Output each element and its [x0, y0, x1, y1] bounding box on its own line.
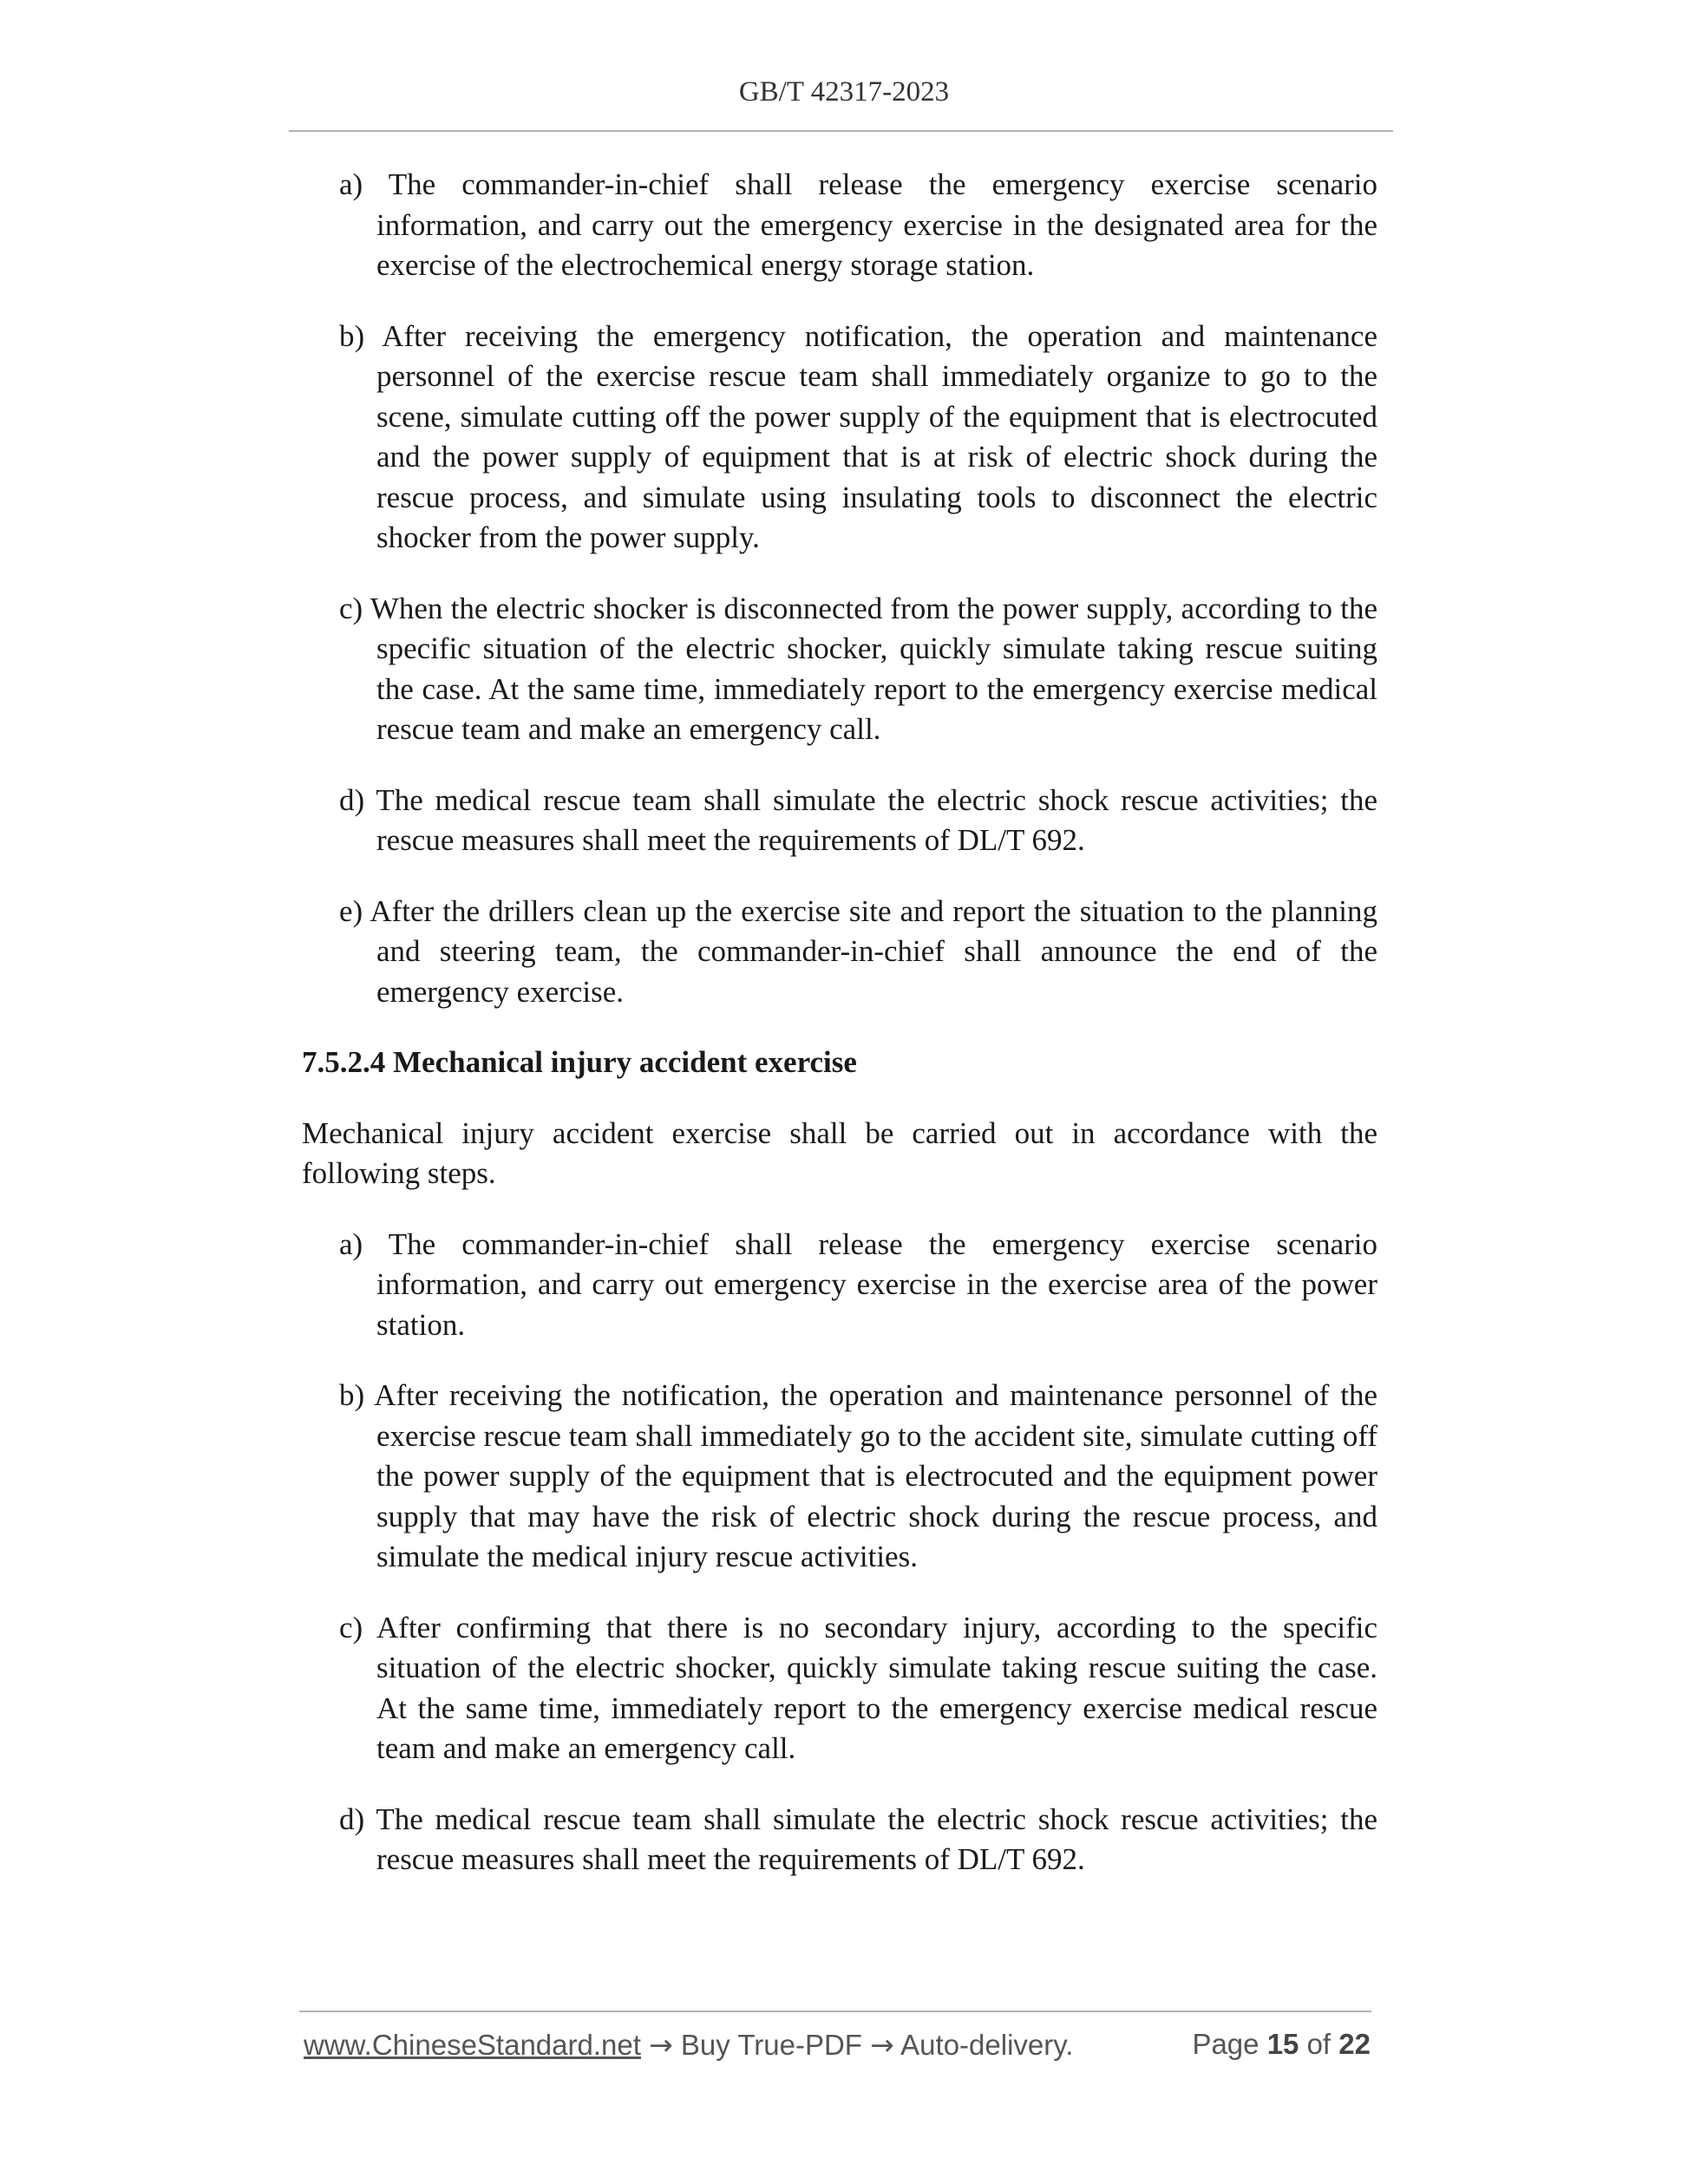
of-word: of: [1306, 2028, 1331, 2060]
list1-item-e: [339, 892, 1377, 1013]
list1-item-b: [339, 317, 1377, 559]
page-footer: [304, 2028, 1371, 2062]
item-text: After the drillers clean up the exercise site and report the situation to the planning and steering team, the commander-in-chief shall announce the end of the emergency exercise.: [370, 893, 1377, 1009]
arrow-right-icon: →: [870, 2028, 894, 2062]
item-label: c): [339, 1610, 363, 1645]
buy-pdf-text: Buy True-PDF: [680, 2029, 862, 2061]
item-label: e): [339, 893, 363, 928]
list1-item-d: [339, 781, 1377, 861]
arrow-right-icon: →: [649, 2028, 673, 2062]
page-header-doc-id: GB/T 42317-2023: [738, 76, 950, 108]
page-indicator: [1192, 2028, 1371, 2062]
item-text: After receiving the emergency notification, the operation and maintenance personnel of the exercise rescue team shall immediately organize to go to the scene, simulate cutting off the power supply of the equipment that is electrocuted and the power supply of equipment that is at risk of electric shock during the rescue process, and simulate using insulating tools to disconnect the electric shocker from the power supply.: [376, 318, 1377, 554]
document-body: [302, 165, 1377, 1911]
item-label: c): [339, 591, 363, 625]
item-text: After receiving the notification, the operation and maintenance personnel of the exercise rescue team shall immediately go to the accident site, simulate cutting off the power supply of the equipment that is electrocuted and the equipment power supply that may have the risk of electric shock during the rescue process, and simulate the medical injury rescue activities.: [374, 1378, 1377, 1573]
list1-item-a: [339, 165, 1377, 286]
list2-item-b: [339, 1376, 1377, 1578]
list2-item-c: [339, 1608, 1377, 1769]
item-label: b): [339, 1378, 365, 1412]
page-total: 22: [1338, 2028, 1371, 2060]
item-text: After confirming that there is no secondary injury, according to the specific situation of the electric shocker, quickly simulate taking rescue suiting the case. At the same time, immediately report to the emergency exercise medical rescue team and make an emergency call.: [376, 1610, 1377, 1765]
item-label: a): [339, 167, 363, 201]
item-label: d): [339, 782, 365, 817]
list1-item-c: [339, 589, 1377, 750]
item-text: The medical rescue team shall simulate the electric shock rescue activities; the rescue measures shall meet the requirements of DL/T 692.: [376, 782, 1377, 857]
item-text: The medical rescue team shall simulate the electric shock rescue activities; the rescue measures shall meet the requirements of DL/T 692.: [376, 1801, 1377, 1876]
item-label: d): [339, 1801, 365, 1836]
list2-item-a: [339, 1225, 1377, 1346]
section-heading: 7.5.2.4 Mechanical injury accident exercise: [302, 1045, 857, 1079]
section-intro: Mechanical injury accident exercise shall be carried out in accordance with the following steps.: [302, 1115, 1377, 1190]
header-divider: [289, 130, 1393, 132]
footer-divider: [299, 2011, 1371, 2012]
page-number: 15: [1266, 2028, 1299, 2060]
item-text: The commander-in-chief shall release the emergency exercise scenario information, and carry out emergency exercise in the exercise area of the power station.: [376, 1226, 1377, 1342]
page-word: Page: [1192, 2028, 1259, 2060]
delivery-text: Auto-delivery.: [900, 2029, 1074, 2061]
item-label: b): [339, 318, 365, 353]
item-label: a): [339, 1226, 363, 1261]
site-link[interactable]: www.ChineseStandard.net: [304, 2029, 641, 2061]
item-text: When the electric shocker is disconnected from the power supply, according to the specific situation of the electric shocker, quickly simulate taking rescue suiting the case. At the same time, immediately report to the emergency exercise medical rescue team and make an emergency call.: [370, 591, 1377, 746]
list2-item-d: [339, 1800, 1377, 1880]
footer-promo: [304, 2028, 1073, 2062]
item-text: The commander-in-chief shall release the emergency exercise scenario information, and carry out the emergency exercise in the designated area for the exercise of the electrochemical energy storage station.: [376, 167, 1377, 282]
